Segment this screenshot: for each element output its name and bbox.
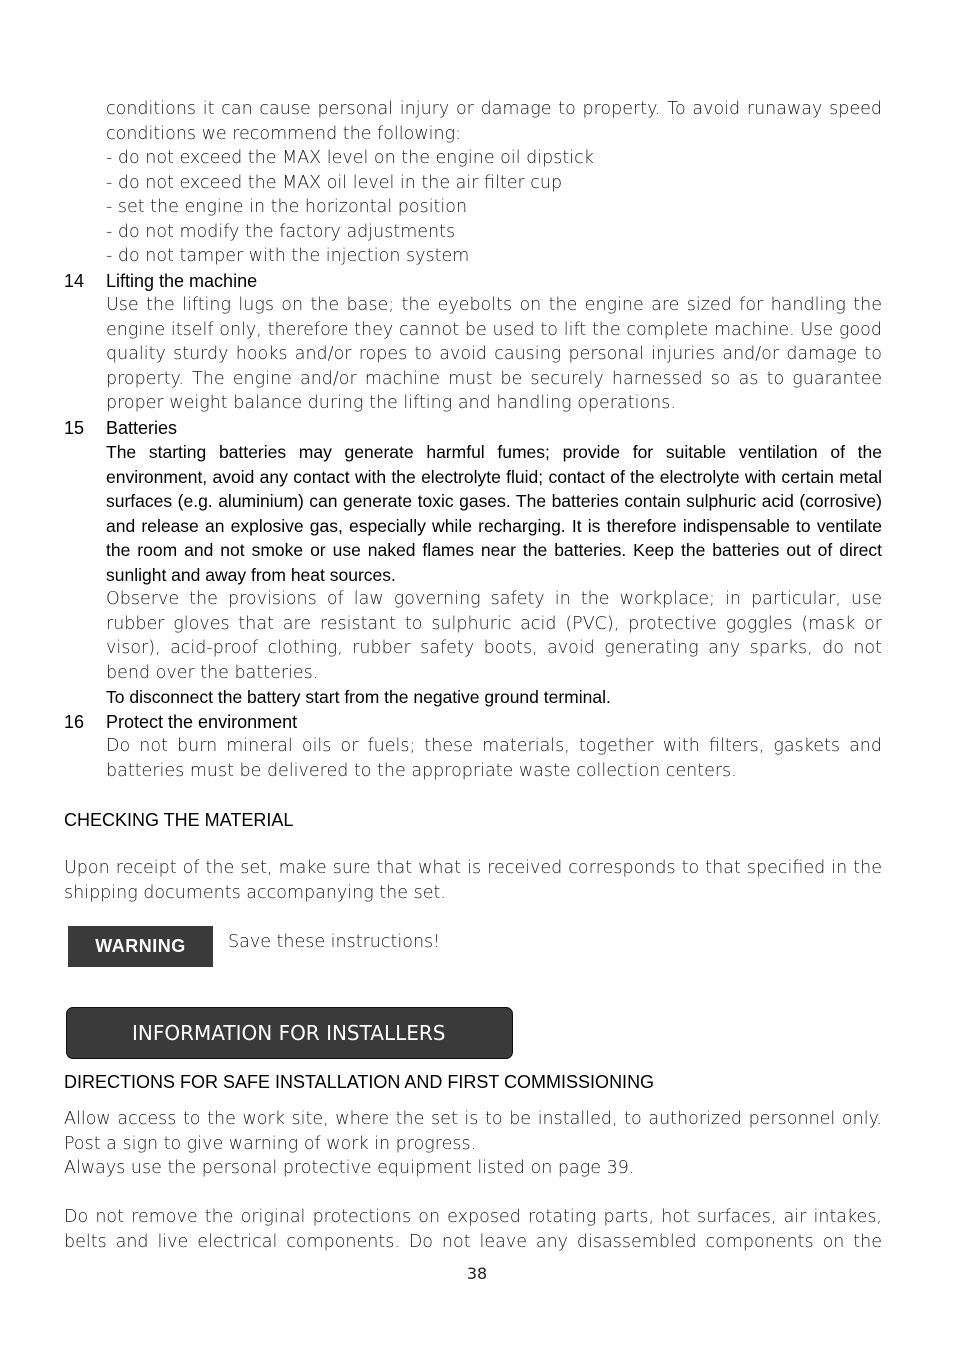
checking-body: Upon receipt of the set, make sure that what is received corresponds to that specified in the shipping documents accompanying the set. — [64, 858, 882, 903]
section-15-body: Observe the provisions of law governing safety in the workplace; in particular, use rubber gloves that are resistant to sulphuric acid (PVC), protective goggles (mask or visor), acid-proof clothing, rubber safety boots, avoid generating any sparks, do not bend over the batteries. — [106, 589, 882, 683]
section-number: 14 — [64, 271, 85, 291]
page-number: 38 — [466, 1264, 488, 1283]
section-heading-14 — [64, 269, 257, 293]
installation-paragraph-2: Always use the personal protective equipment listed on page 39. — [64, 1158, 635, 1178]
installation-heading: DIRECTIONS FOR SAFE INSTALLATION AND FIRST COMMISSIONING — [64, 1072, 655, 1092]
list-item: - do not exceed the MAX level on the engine oil dipstick — [106, 148, 594, 168]
warning-badge: WARNING — [68, 926, 213, 967]
warning-text: Save these instructions! — [228, 932, 441, 952]
installation-paragraph-1: Allow access to the work site, where the set is to be installed, to authorized personnel only. Post a sign to give warning of work in progress. — [64, 1109, 882, 1154]
section-heading-16 — [64, 710, 297, 734]
list-item: - do not modify the factory adjustments — [106, 221, 456, 242]
section-title: Protect the environment — [106, 712, 298, 732]
checking-heading: CHECKING THE MATERIAL — [64, 810, 294, 830]
section-title: Lifting the machine — [106, 271, 258, 291]
section-14-body: Use the lifting lugs on the base; the eyebolts on the engine are sized for handling the engine itself only, therefore they cannot be used to lift the complete machine. Use good quality sturdy hooks and/or ropes to avoid causing personal injuries and/or damage to property. The engine and/or machine must be securely harnessed so as to guarantee proper weight balance during the lifting and handling operations. — [106, 295, 882, 413]
section-16-body: Do not burn mineral oils or fuels; these materials, together with filters, gaskets and batteries must be delivered to the appropriate waste collection centers. — [106, 736, 882, 781]
installers-banner — [66, 1007, 513, 1059]
list-item: - do not tamper with the injection system — [106, 246, 470, 266]
section-15-warning-text: The starting batteries may generate harmful fumes; provide for suitable ventilation of the environment, avoid any contact with the electrolyte fluid; contact of the electrolyte with certain metal surfaces (e.g. aluminium) can generate toxic gases. The batteries contain sulphuric acid (corrosive) and release an explosive gas, especially while recharging. It is therefore indispensable to ventilate the room and not smoke or use naked flames near the batteries. Keep the batteries out of direct sunlight and away from heat sources. — [106, 442, 882, 585]
section-15-note: To disconnect the battery start from the negative ground terminal. — [106, 687, 611, 707]
section-number: 15 — [64, 418, 85, 438]
section-heading-15 — [64, 416, 177, 440]
recommendation-list — [106, 146, 882, 269]
list-item: - do not exceed the MAX oil level in the air filter cup — [106, 172, 563, 193]
section-number: 16 — [64, 712, 85, 732]
list-item: - set the engine in the horizontal position — [106, 197, 468, 217]
section-title: Batteries — [106, 418, 178, 438]
installation-paragraph-3: Do not remove the original protections on exposed rotating parts, hot surfaces, air intakes, belts and live electrical components. Do not leave any disassembled components on the — [64, 1207, 882, 1252]
intro-paragraph: conditions it can cause personal injury or damage to property. To avoid runaway speed conditions we recommend the following: — [106, 99, 882, 144]
installers-banner-label: INFORMATION FOR INSTALLERS — [132, 1021, 446, 1045]
